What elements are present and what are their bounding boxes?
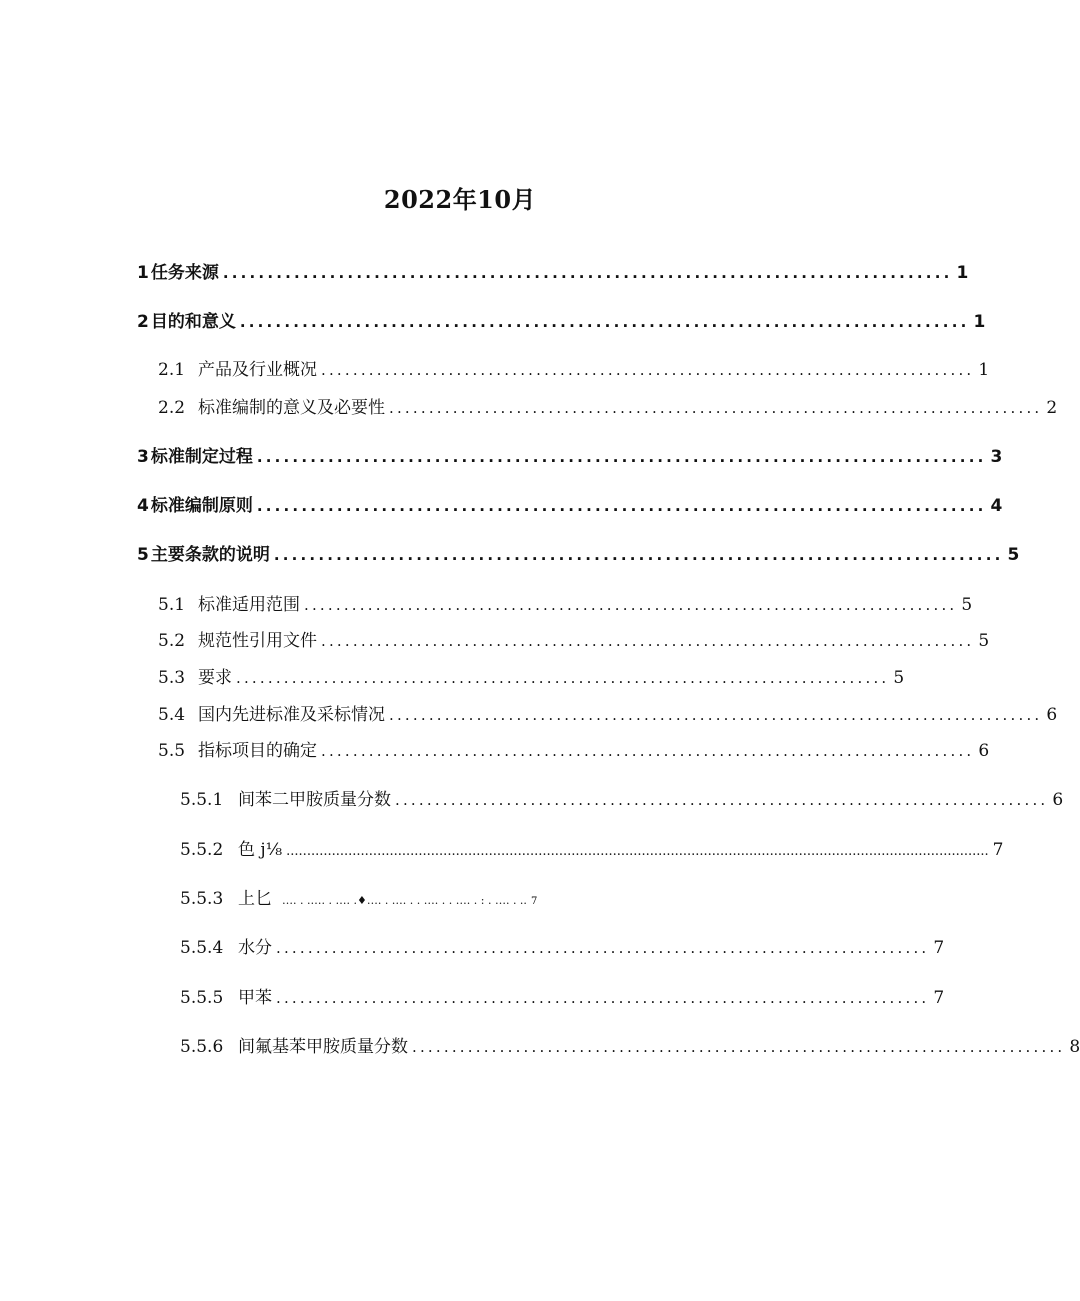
toc-entry-5-5-5[interactable] bbox=[180, 983, 945, 1008]
toc-entry-5-1[interactable] bbox=[158, 590, 973, 615]
toc-entry-5-5-1[interactable] bbox=[180, 785, 1064, 810]
toc-entry-number: 5.5.2 bbox=[180, 840, 224, 860]
toc-page-number: 3 bbox=[990, 447, 1003, 467]
toc-leader-dots: .................................................................................. bbox=[256, 448, 987, 466]
toc-entry-number: 5.5.1 bbox=[180, 790, 224, 810]
toc-entry-number: 1 bbox=[137, 263, 149, 283]
toc-entry-5[interactable] bbox=[137, 540, 1020, 565]
toc-entry-title: 甲苯 bbox=[238, 988, 272, 1008]
toc-leader-dots: .................................................................................. bbox=[222, 264, 953, 282]
toc-leader-dots: .................................................................................. bbox=[389, 706, 1043, 724]
toc-entry-title: 标准制定过程 bbox=[150, 447, 253, 467]
toc-entry-title: 指标项目的确定 bbox=[198, 741, 317, 761]
toc-page-number: 1 bbox=[956, 263, 969, 283]
toc-leader-dots: .................................................................................. bbox=[395, 791, 1049, 809]
toc-entry-title: 任务来源 bbox=[150, 263, 219, 283]
toc-leader-dots: .................................................................................. bbox=[389, 399, 1043, 417]
document-date-title: 2022年10月 bbox=[383, 185, 537, 214]
toc-entry-number: 5.5.5 bbox=[180, 988, 224, 1008]
toc-entry-5-2[interactable] bbox=[158, 626, 990, 651]
toc-entry-title: 色 j⅛ bbox=[238, 840, 283, 860]
toc-entry-title: 规范性引用文件 bbox=[198, 631, 317, 651]
toc-page-number: 1 bbox=[978, 360, 990, 380]
toc-page-number: 4 bbox=[990, 496, 1003, 516]
toc-leader-dots: .................................................................................. bbox=[321, 742, 975, 760]
toc-entry-title: 产品及行业概况 bbox=[198, 360, 317, 380]
toc-entry-5-5[interactable] bbox=[158, 736, 990, 761]
toc-entry-number: 5.5.4 bbox=[180, 938, 224, 958]
toc-page-number: 1 bbox=[973, 312, 986, 332]
toc-entry-5-5-6[interactable] bbox=[180, 1032, 1080, 1057]
toc-leader-dots: .................................................................................. bbox=[276, 989, 930, 1007]
toc-entry-1[interactable] bbox=[137, 258, 969, 283]
toc-entry-number: 5.2 bbox=[158, 631, 186, 651]
toc-entry-title: 目的和意义 bbox=[150, 312, 236, 332]
toc-page-number: 5 bbox=[961, 595, 973, 615]
toc-leader-dots: .................................................................................. bbox=[412, 1038, 1066, 1056]
toc-entry-3[interactable] bbox=[137, 442, 1003, 467]
toc-leader-dots: .................................................................................. bbox=[236, 669, 890, 687]
toc-leader-dots: .................................................................................. bbox=[256, 497, 987, 515]
toc-entry-2[interactable] bbox=[137, 307, 986, 332]
toc-page-number: 6 bbox=[978, 741, 990, 761]
toc-entry-5-5-4[interactable] bbox=[180, 933, 945, 958]
toc-entry-number: 5.1 bbox=[158, 595, 186, 615]
toc-entry-title: 要求 bbox=[198, 668, 232, 688]
toc-entry-number: 5.5.3 bbox=[180, 889, 224, 909]
toc-entry-title: 标准编制原则 bbox=[150, 496, 253, 516]
toc-leader-dots: .................................................................................. bbox=[321, 361, 975, 379]
toc-page-number: 5 bbox=[893, 668, 905, 688]
toc-entry-2-2[interactable] bbox=[158, 393, 1058, 418]
toc-entry-title: 国内先进标准及采标情况 bbox=[198, 705, 385, 725]
toc-page-number: 6 bbox=[1046, 705, 1058, 725]
toc-entry-title: 间氟基苯甲胺质量分数 bbox=[238, 1037, 408, 1057]
toc-leader-dots: .................................................................................. bbox=[239, 313, 970, 331]
toc-leader-dots: .......................................................................................................................................................................... bbox=[286, 844, 989, 859]
toc-entry-title: 标准编制的意义及必要性 bbox=[198, 398, 385, 418]
toc-entry-2-1[interactable] bbox=[158, 355, 990, 380]
toc-page-number: 7 bbox=[530, 896, 538, 907]
toc-entry-number: 5.3 bbox=[158, 668, 186, 688]
toc-entry-5-4[interactable] bbox=[158, 700, 1058, 725]
toc-entry-title: 上匕 bbox=[238, 889, 272, 909]
toc-page-number: 5 bbox=[978, 631, 990, 651]
toc-leader-dots: …. . .…. . …. .♦…. . …. . . …. . . …. . : . …. . .. bbox=[282, 894, 527, 907]
toc-page-number: 5 bbox=[1007, 545, 1020, 565]
toc-entry-5-5-2[interactable] bbox=[180, 835, 1004, 860]
toc-entry-number: 4 bbox=[137, 496, 149, 516]
toc-page-number: 7 bbox=[933, 938, 945, 958]
toc-page-number: 6 bbox=[1052, 790, 1064, 810]
toc-entry-number: 2.1 bbox=[158, 360, 186, 380]
toc-entry-number: 5 bbox=[137, 545, 149, 565]
toc-entry-5-3[interactable] bbox=[158, 663, 905, 688]
toc-page-number: 8 bbox=[1069, 1037, 1080, 1057]
toc-entry-number: 5.5.6 bbox=[180, 1037, 224, 1057]
toc-entry-5-5-3[interactable] bbox=[180, 884, 537, 909]
toc-entry-title: 间苯二甲胺质量分数 bbox=[238, 790, 391, 810]
toc-page-number: 7 bbox=[933, 988, 945, 1008]
toc-entry-number: 5.4 bbox=[158, 705, 186, 725]
toc-entry-number: 2.2 bbox=[158, 398, 186, 418]
toc-page-number: 2 bbox=[1046, 398, 1058, 418]
toc-leader-dots: .................................................................................. bbox=[304, 596, 958, 614]
toc-entry-4[interactable] bbox=[137, 491, 1003, 516]
toc-entry-title: 标准适用范围 bbox=[198, 595, 300, 615]
toc-entry-number: 5.5 bbox=[158, 741, 186, 761]
toc-leader-dots: .................................................................................. bbox=[273, 546, 1004, 564]
toc-entry-number: 3 bbox=[137, 447, 149, 467]
toc-leader-dots: .................................................................................. bbox=[321, 632, 975, 650]
toc-page-number: 7 bbox=[992, 840, 1004, 860]
toc-entry-title: 水分 bbox=[238, 938, 272, 958]
toc-entry-title: 主要条款的说明 bbox=[150, 545, 270, 565]
toc-leader-dots: .................................................................................. bbox=[276, 939, 930, 957]
toc-entry-number: 2 bbox=[137, 312, 149, 332]
